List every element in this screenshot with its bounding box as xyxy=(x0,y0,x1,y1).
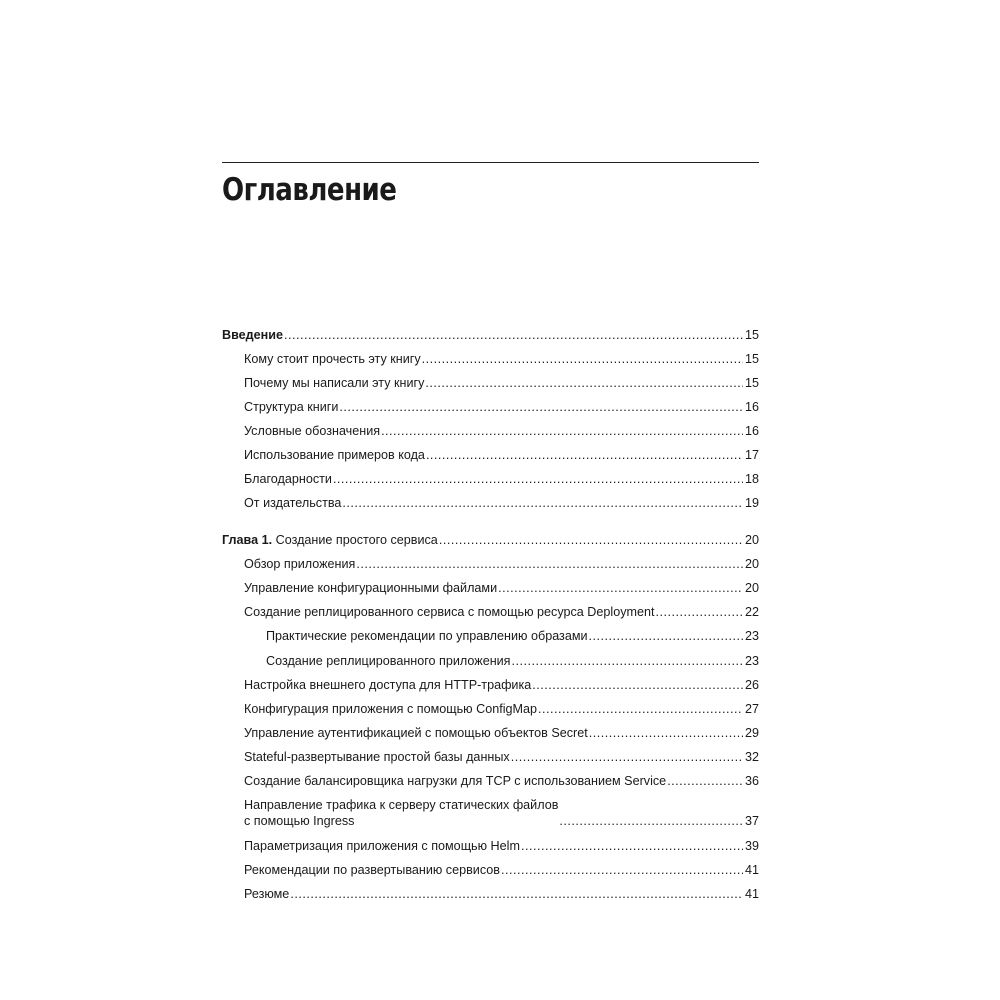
toc-item[interactable] xyxy=(244,495,759,511)
toc-item-label: Почему мы написали эту книгу xyxy=(244,376,425,390)
dot-leader xyxy=(290,886,743,902)
page-number: 27 xyxy=(744,702,759,716)
toc-item-label: Структура книги xyxy=(244,400,339,414)
toc-section-title: Введение xyxy=(222,328,284,342)
toc-chapter-prefix: Глава 1. xyxy=(222,533,273,547)
toc-item-label: Условные обозначения xyxy=(244,424,381,438)
page-number: 20 xyxy=(744,533,759,547)
page-number: 23 xyxy=(744,654,759,668)
dot-leader xyxy=(422,351,743,367)
toc-item-label-line2: с помощью Ingress xyxy=(244,814,355,828)
toc-item[interactable] xyxy=(244,838,759,854)
dot-leader xyxy=(532,677,743,693)
toc-item[interactable] xyxy=(244,797,759,829)
dot-leader xyxy=(342,495,743,511)
page-number: 19 xyxy=(744,496,759,510)
page-number: 41 xyxy=(744,863,759,877)
toc-item-label: От издательства xyxy=(244,496,342,510)
toc-item[interactable] xyxy=(244,604,759,620)
toc-item[interactable] xyxy=(244,773,759,789)
page-number: 16 xyxy=(744,424,759,438)
toc-item[interactable] xyxy=(244,471,759,487)
dot-leader xyxy=(356,556,743,572)
dot-leader xyxy=(656,604,743,620)
toc-item[interactable] xyxy=(244,886,759,902)
page-number: 26 xyxy=(744,678,759,692)
toc-item-label: Stateful-развертывание простой базы данных xyxy=(244,750,510,764)
toc-item[interactable] xyxy=(244,580,759,596)
page-number: 37 xyxy=(744,814,759,828)
page-number: 39 xyxy=(744,839,759,853)
page-number: 18 xyxy=(744,472,759,486)
dot-leader xyxy=(284,327,743,343)
dot-leader xyxy=(538,701,743,717)
page-number: 20 xyxy=(744,557,759,571)
page-number: 32 xyxy=(744,750,759,764)
page-number: 22 xyxy=(744,605,759,619)
page-number: 36 xyxy=(744,774,759,788)
dot-leader xyxy=(667,773,743,789)
page-number: 16 xyxy=(744,400,759,414)
dot-leader xyxy=(559,813,743,829)
toc-item-label: Управление конфигурационными файлами xyxy=(244,581,498,595)
toc-item-label: Настройка внешнего доступа для HTTP-трафика xyxy=(244,678,532,692)
toc-item-label: Практические рекомендации по управлению образами xyxy=(266,629,588,643)
toc-item-label: Использование примеров кода xyxy=(244,448,425,462)
page-number: 20 xyxy=(744,581,759,595)
dot-leader xyxy=(589,628,743,644)
page-number: 29 xyxy=(744,726,759,740)
toc-item[interactable] xyxy=(244,749,759,765)
toc-item-label: Управление аутентификацией с помощью объектов Secret xyxy=(244,726,588,740)
page-number: 17 xyxy=(744,448,759,462)
toc-item[interactable] xyxy=(244,375,759,391)
page-number: 15 xyxy=(744,328,759,342)
toc-item-label: Параметризация приложения с помощью Helm xyxy=(244,839,520,853)
toc-item[interactable] xyxy=(244,556,759,572)
page-title: Оглавление xyxy=(222,172,397,208)
toc-item-label: Благодарности xyxy=(244,472,332,486)
toc-chapter-title: Создание простого сервиса xyxy=(275,533,438,547)
toc-item[interactable] xyxy=(244,701,759,717)
toc-chapter-1[interactable] xyxy=(222,532,759,548)
dot-leader xyxy=(589,725,743,741)
toc-item-label: Конфигурация приложения с помощью ConfigMap xyxy=(244,702,538,716)
toc-item-label: Обзор приложения xyxy=(244,557,356,571)
toc-item-label: Кому стоит прочесть эту книгу xyxy=(244,352,421,366)
dot-leader xyxy=(439,532,743,548)
toc-item[interactable] xyxy=(244,399,759,415)
toc-item-label: Создание реплицированного сервиса с помощью ресурса Deployment xyxy=(244,605,655,619)
dot-leader xyxy=(426,447,743,463)
page-number: 15 xyxy=(744,352,759,366)
dot-leader xyxy=(381,423,743,439)
dot-leader xyxy=(498,580,743,596)
dot-leader xyxy=(333,471,743,487)
toc-item[interactable] xyxy=(244,351,759,367)
dot-leader xyxy=(511,749,743,765)
page-number: 41 xyxy=(744,887,759,901)
toc-subitem[interactable] xyxy=(266,628,759,644)
toc-item[interactable] xyxy=(244,447,759,463)
toc-subitem[interactable] xyxy=(266,653,759,669)
toc-item[interactable] xyxy=(244,423,759,439)
toc-item[interactable] xyxy=(244,677,759,693)
dot-leader xyxy=(521,838,743,854)
toc-item-label-line1: Направление трафика к серверу статических файлов xyxy=(244,798,559,812)
toc-item-label: Создание балансировщика нагрузки для TCP с использованием Service xyxy=(244,774,667,788)
page-number: 15 xyxy=(744,376,759,390)
toc-section-intro[interactable] xyxy=(222,327,759,343)
dot-leader xyxy=(501,862,743,878)
toc-item[interactable] xyxy=(244,862,759,878)
dot-leader xyxy=(425,375,743,391)
toc-item[interactable] xyxy=(244,725,759,741)
dot-leader xyxy=(339,399,743,415)
dot-leader xyxy=(512,653,743,669)
toc-item-label: Резюме xyxy=(244,887,290,901)
toc-item-label: Рекомендации по развертыванию сервисов xyxy=(244,863,500,877)
toc-item-label: Создание реплицированного приложения xyxy=(266,654,511,668)
page-number: 23 xyxy=(744,629,759,643)
